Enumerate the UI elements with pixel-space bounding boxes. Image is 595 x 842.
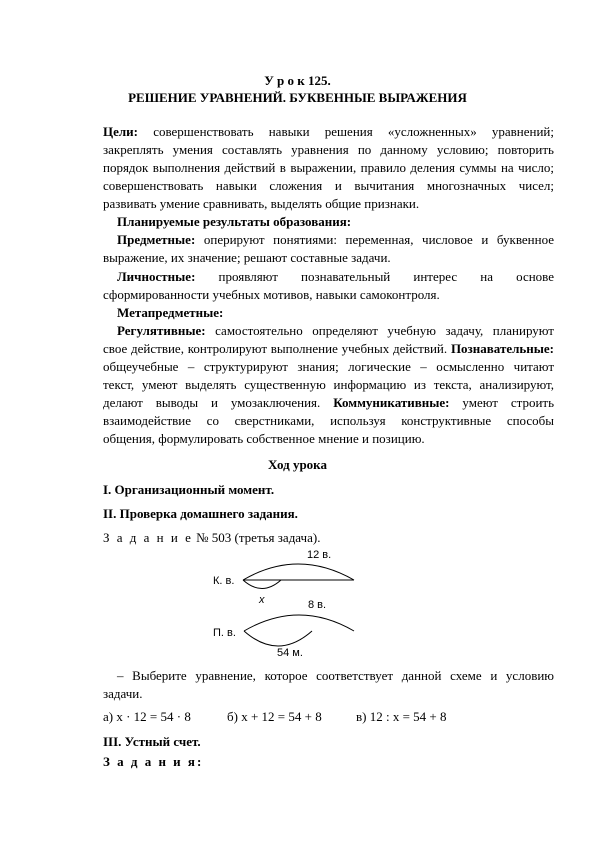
meta-line-3: общеучебные – структурируют знания; логические – осмысленно читают [103,359,554,374]
course-heading: Ход урока [268,457,327,472]
section-3: III. Устный счет. [103,734,201,749]
row1-total-label: 12 в. [307,549,332,561]
row1-part-arc [243,580,281,589]
option-a: а) x · 12 = 54 · 8 [103,709,191,724]
personal-label: Личностные: [117,269,196,284]
cognitive-label: Познавательные: [450,341,555,356]
tasks-label: З а д а н и я: [103,754,204,769]
row2-part-arc [244,631,312,646]
subject-label: Предметные: [117,232,196,247]
subject-line-1: Предметные: оперируют понятиями: переменная, числовое и буквенное [117,232,554,247]
results-heading: Планируемые результаты образования: [117,214,352,229]
meta-line-5: делают выводы и умозаключения. Коммуникативные: умеют строить [103,395,555,410]
personal-line-2: сформированности учебных мотивов, навыки самоконтроля. [103,287,440,302]
option-c: в) 12 : x = 54 + 8 [356,709,447,724]
lesson-number: У р о к 125. [264,73,331,88]
row2-total-label: 8 в. [308,599,327,611]
goals-line-1: Цели: совершенствовать навыки решения «усложненных» уравнений; [103,124,555,139]
lesson-title: РЕШЕНИЕ УРАВНЕНИЙ. БУКВЕННЫЕ ВЫРАЖЕНИЯ [128,90,467,105]
option-b: б) x + 12 = 54 + 8 [227,709,322,724]
goals-line-2: закреплять умения составлять уравнения по данному условию; повторить [103,142,554,157]
personal-line-1: Личностные: проявляют познавательный интерес на основе [117,269,555,284]
goals-line-5: развивать умение сравнивать, выделять общие признаки. [103,196,420,211]
row2-total-arc [244,615,354,631]
row1-part-label: x [259,594,265,606]
communicative-label: Коммуникативные: [333,395,450,410]
goals-line-4: совершенствовать навыки сложения и вычитания многозначных чисел; [103,178,554,193]
row2-label: П. в. [213,627,236,639]
row1-label: К. в. [213,575,235,587]
row1-total-arc [243,564,354,580]
subject-line-2: выражение, их значение; решают составные задачи. [103,250,391,265]
meta-line-7: общения, формулировать собственное мнение и позицию. [103,431,425,446]
goals-label: Цели: [103,124,138,139]
meta-line-1: Регулятивные: самостоятельно определяют учебную задачу, планируют [117,323,554,338]
regulative-label: Регулятивные: [117,323,206,338]
task-number: № 503 (третья задача). [196,530,321,545]
meta-line-6: взаимодействие со сверстниками, используя конструктивные способы [103,413,554,428]
goals-line-3: порядок выполнения действий в выражении, правило деления суммы на число; [103,160,554,175]
question-line-1: – Выберите уравнение, которое соответствует данной схеме и условию [117,668,554,683]
row2-part-label: 54 м. [277,647,303,659]
meta-line-2: свое действие, контролируют выполнение учебных действий. Познавательные: [103,341,555,356]
section-1: I. Организационный момент. [103,482,275,497]
question-line-2: задачи. [103,686,143,701]
meta-line-4: текст, умеют выделять существенную информацию из текста, анализируют, [103,377,554,392]
task-label: З а д а н и е [103,530,193,545]
meta-heading: Метапредметные: [117,305,224,320]
section-2: II. Проверка домашнего задания. [103,506,298,521]
